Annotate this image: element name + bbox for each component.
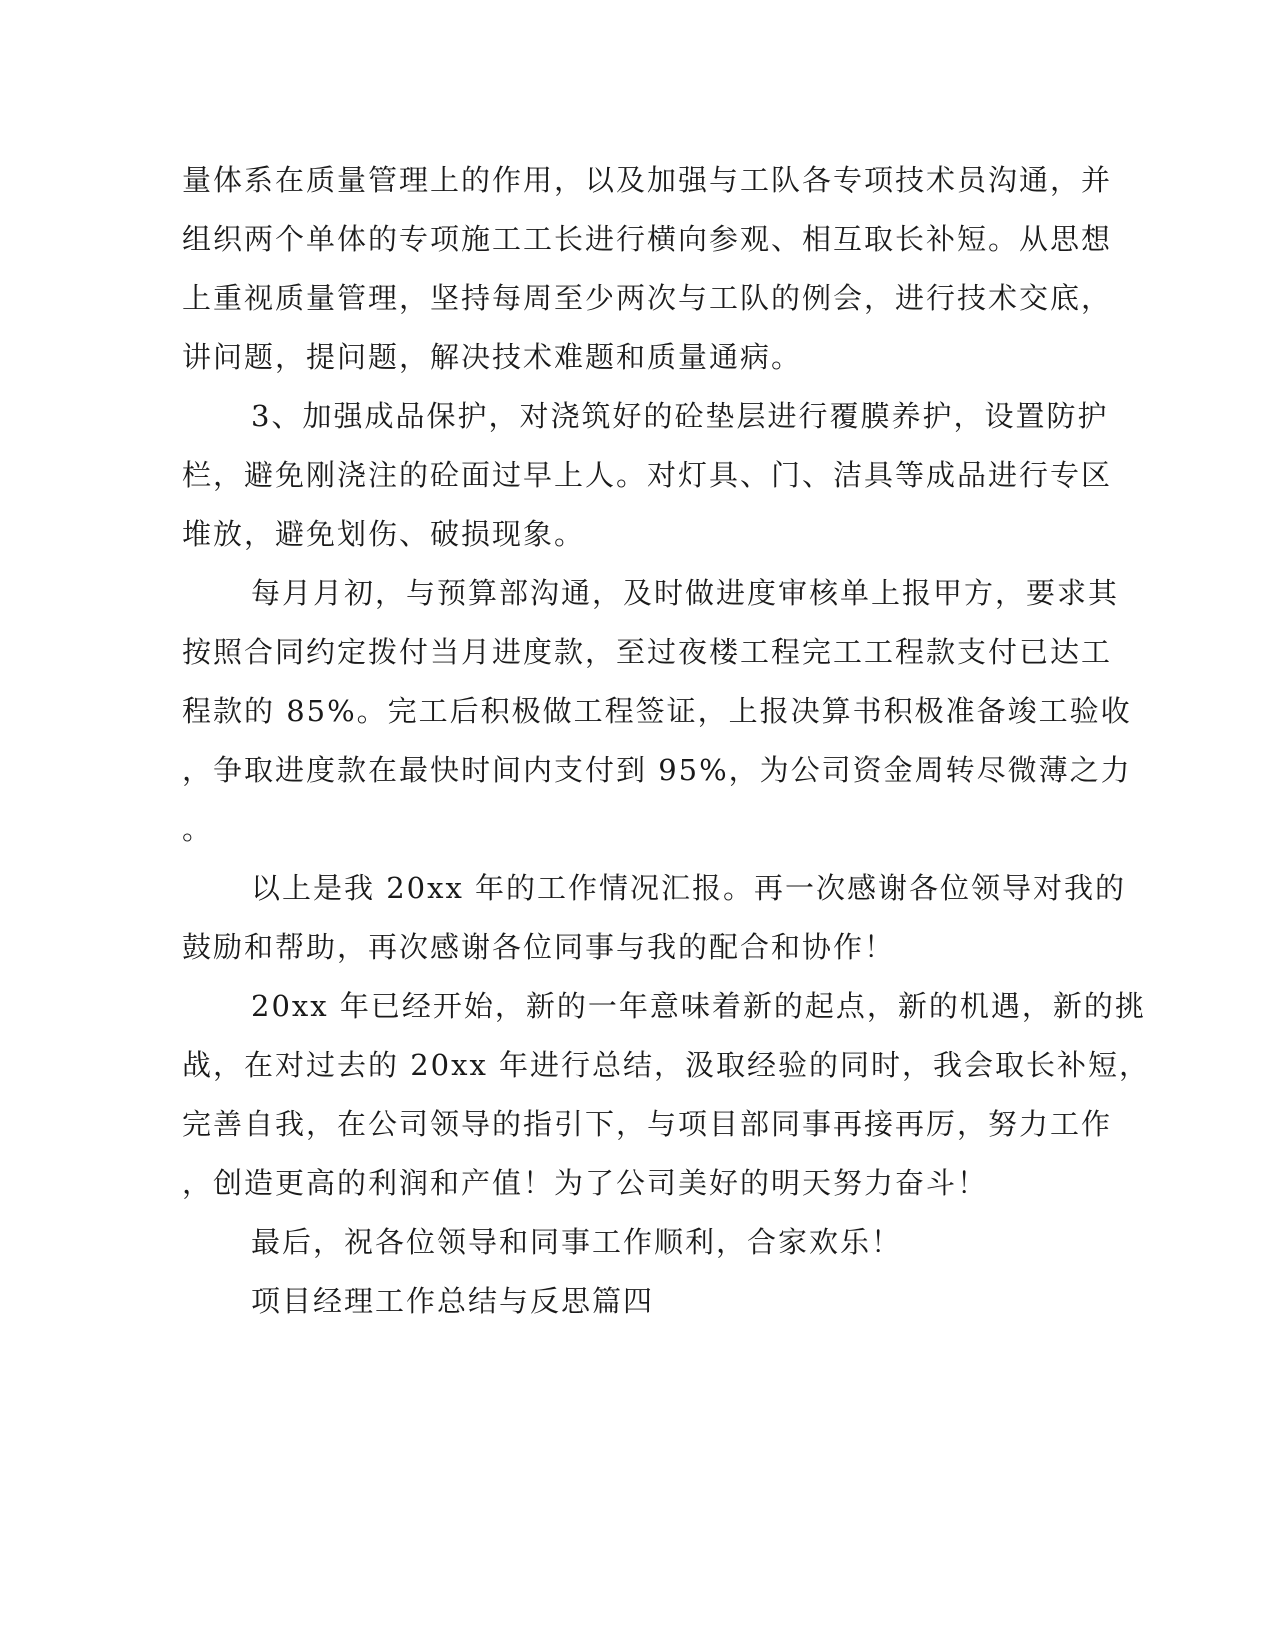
paragraph-line: 。 bbox=[182, 812, 214, 846]
paragraph-line: ，争取进度款在最快时间内支付到 95%，为公司资金周转尽微薄之力 bbox=[182, 753, 1132, 787]
paragraph-line: 按照合同约定拨付当月进度款，至过夜楼工程完工工程款支付已达工 bbox=[182, 635, 1113, 669]
paragraph-line: 组织两个单体的专项施工工长进行横向参观、相互取长补短。从思想 bbox=[182, 222, 1113, 256]
section-heading: 项目经理工作总结与反思篇四 bbox=[251, 1284, 655, 1318]
paragraph-line: ，创造更高的利润和产值！为了公司美好的明天努力奋斗！ bbox=[182, 1166, 989, 1200]
paragraph-line: 最后，祝各位领导和同事工作顺利，合家欢乐！ bbox=[251, 1225, 903, 1259]
paragraph-line: 3、加强成品保护，对浇筑好的砼垫层进行覆膜养护，设置防护 bbox=[251, 399, 1109, 433]
paragraph-line: 完善自我，在公司领导的指引下，与项目部同事再接再厉，努力工作 bbox=[182, 1107, 1113, 1141]
paragraph-line: 讲问题，提问题，解决技术难题和质量通病。 bbox=[182, 340, 803, 374]
paragraph-line: 20xx 年已经开始，新的一年意味着新的起点，新的机遇，新的挑 bbox=[251, 989, 1146, 1023]
paragraph-line: 程款的 85%。完工后积极做工程签证，上报决算书积极准备竣工验收 bbox=[182, 694, 1132, 728]
paragraph-line: 上重视质量管理，坚持每周至少两次与工队的例会，进行技术交底， bbox=[182, 281, 1113, 315]
paragraph-line: 每月月初，与预算部沟通，及时做进度审核单上报甲方，要求其 bbox=[251, 576, 1120, 610]
paragraph-line: 栏，避免刚浇注的砼面过早上人。对灯具、门、洁具等成品进行专区 bbox=[182, 458, 1113, 492]
paragraph-line: 战，在对过去的 20xx 年进行总结，汲取经验的同时，我会取长补短， bbox=[182, 1048, 1151, 1082]
paragraph-line: 量体系在质量管理上的作用，以及加强与工队各专项技术员沟通，并 bbox=[182, 163, 1113, 197]
paragraph-line: 堆放，避免划伤、破损现象。 bbox=[182, 517, 586, 551]
paragraph-line: 鼓励和帮助，再次感谢各位同事与我的配合和协作！ bbox=[182, 930, 896, 964]
paragraph-line: 以上是我 20xx 年的工作情况汇报。再一次感谢各位领导对我的 bbox=[251, 871, 1127, 905]
